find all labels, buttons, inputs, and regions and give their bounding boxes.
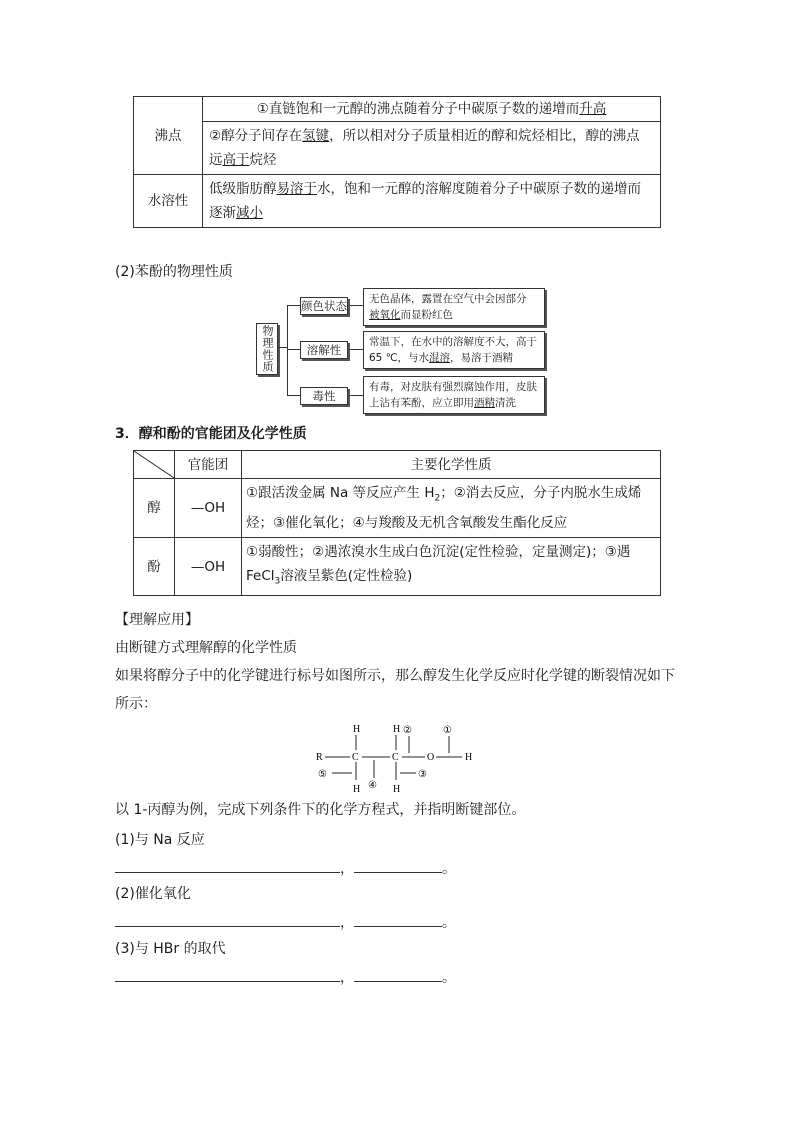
question-2-answer-line: ， 。 [115,912,456,933]
diagram-root-label: 物理性质 [256,323,278,375]
question-2-label: (2)催化氧化 [115,886,191,902]
boiling-point-item-1: ①直链饱和一元醇的沸点随着分子中碳原子数的递增而升高 [203,97,661,122]
connector [346,349,363,350]
row-phenol-name: 酚 [134,537,175,596]
phenol-heading: (2)苯酚的物理性质 [115,264,233,280]
note-solubility: 常温下，在水中的溶解度不大，高于 65 ℃，与水混溶，易溶于酒精 [363,331,545,369]
apply-title: 【理解应用】 [115,612,199,628]
section3-heading: 3．醇和酚的官能团及化学性质 [115,426,307,442]
label-bond-5: ⑤ [318,769,327,780]
solubility-description: 低级脂肪醇易溶于水，饱和一元醇的溶解度随着分子中碳原子数的递增而 逐渐减小 [203,175,661,228]
note-toxicity: 有毒，对皮肤有强烈腐蚀作用，皮肤 上沾有苯酚，应立即用酒精清洗 [363,376,545,414]
branch-color-state: 颜色状态 [301,299,347,313]
label-bond-4: ④ [368,780,377,791]
diagonal-line [134,451,174,478]
atom-h-oh: H [465,752,473,763]
connector [287,305,300,306]
row-label-boiling-point: 沸点 [134,97,203,175]
header-functional-group: 官能团 [175,451,242,479]
row-phenol-group: —OH [175,537,242,596]
connector [346,395,363,396]
connector [287,349,300,350]
question-1-label: (1)与 Na 反应 [115,832,205,848]
row-alcohol-group: —OH [175,479,242,538]
apply-subtitle: 由断键方式理解醇的化学性质 [115,640,297,656]
apply-description-line2: 所示： [115,696,157,712]
apply-description-line1: 如果将醇分子中的化学键进行标号如图所示，那么醇发生化学反应时化学键的断裂情况如下 [115,668,675,684]
atom-c1: C [352,752,359,763]
question-1-answer-line: ， 。 [115,858,456,879]
question-3-answer-line: ， 。 [115,967,456,988]
connector [277,347,287,348]
answer-blank-bond[interactable] [354,858,442,873]
atom-h-top-1: H [353,724,361,735]
diagonal-header-cell [134,451,175,479]
atom-r: R [316,752,323,763]
row-label-solubility: 水溶性 [134,175,203,228]
atom-c2: C [392,752,399,763]
row-alcohol-name: 醇 [134,479,175,538]
boiling-point-item-2: ②醇分子间存在氢键，所以相对分子质量相近的醇和烷烃相比，醇的沸点 远高于烷烃 [203,122,661,175]
label-bond-3: ③ [418,769,427,780]
label-bond-2: ② [403,725,412,736]
atom-o: O [427,752,435,763]
instruction: 以 1-丙醇为例，完成下列条件下的化学方程式，并指明断键部位。 [115,802,526,818]
answer-blank-equation[interactable] [115,967,340,982]
alcohol-physical-properties-table [133,96,661,228]
note-color-state: 无色晶体，露置在空气中会因部分 被氧化而显粉红色 [363,288,545,326]
atom-h-bottom-1: H [353,784,361,795]
answer-blank-equation[interactable] [115,912,340,927]
answer-blank-bond[interactable] [354,967,442,982]
branch-toxicity: 毒性 [300,387,348,405]
connector [287,395,300,396]
question-3-label: (3)与 HBr 的取代 [115,941,226,957]
atom-h-bottom-2: H [393,784,401,795]
answer-blank-bond[interactable] [354,912,442,927]
label-bond-1: ① [443,725,452,736]
header-chemical-properties: 主要化学性质 [242,451,661,479]
connector [287,305,288,396]
alcohol-bond-numbering-structure [310,720,490,798]
answer-blank-equation[interactable] [115,858,340,873]
functional-group-table [133,450,661,596]
row-alcohol-properties: ①跟活泼金属 Na 等反应产生 $H_2$；②消去反应，分子内脱水生成烯 烃；③催化氧化；④与羧酸及无机含氧酸发生酯化反应 [242,479,661,538]
atom-h-top-2: H [393,724,401,735]
branch-solubility: 溶解性 [300,341,348,359]
connector [346,305,363,306]
row-phenol-properties: ①弱酸性；②遇浓溴水生成白色沉淀(定性检验，定量测定)；③遇 FeCl$_3$溶液呈紫色(定性检验) [242,537,661,596]
